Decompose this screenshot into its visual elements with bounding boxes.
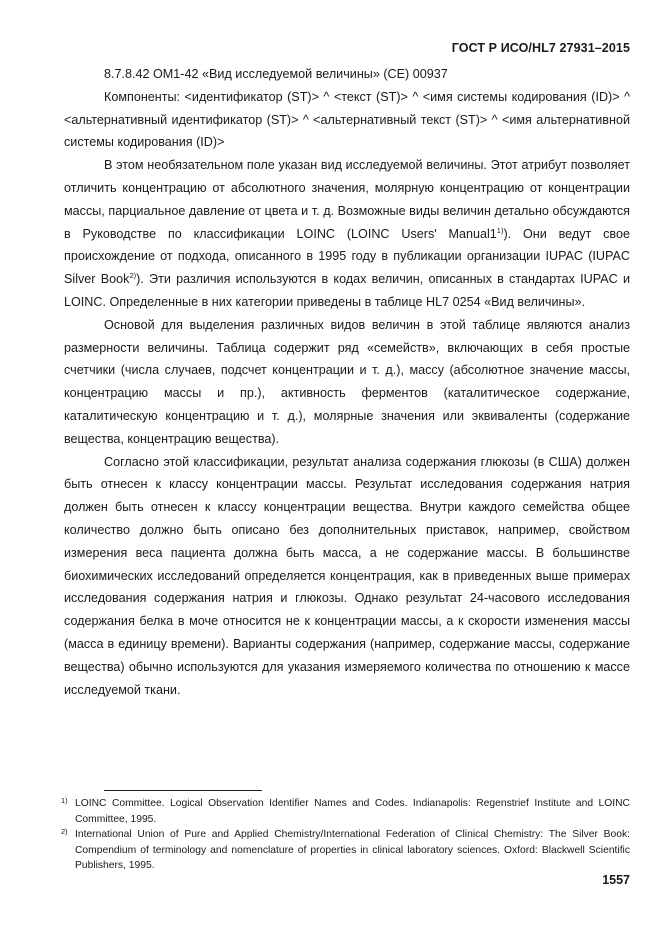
paragraph-2: Основой для выделения различных видов величин в этой таблице являются анализ размерности величины. Таблица содержит ряд «семейств», включающих в себя простые счетчики (числа случаев, подсчет концентрации и т. д.), массу (абсолютное значение массы, концентрацию массы и пр.), активность ферментов (каталитическое содержание, каталитическую концентрацию и т. д.), молярные значения или эквиваленты (содержание вещества, концентрацию вещества). [64,317,630,446]
footnote-2 [61,827,630,874]
main-text [64,63,630,701]
paragraph-1 [64,154,630,314]
footnote-ref-2: 2) [129,271,137,281]
section-title: 8.7.8.42 OM1-42 «Вид исследуемой величины» (CE) 00937 [104,67,448,81]
footnotes [61,796,630,874]
footnote-separator [104,790,262,791]
paragraph-1-text: В этом необязательном поле указан вид исследуемой величины. Этот атрибут позволяет отличить концентрацию от абсолютного значения, молярную концентрацию от концентрации массы, парциальное давление от цвета и т. д. Возможные виды величин детально обсуждаются в Руководстве по классификации LOINC (LOINC Users' Manual1 [64,158,630,241]
paragraph-1-middle: ). Они ведут свое происхождение от подхода, описанного в 1995 году в публикации организации IUPAC (IUPAC Silver Book [64,226,630,287]
footnote-marker: 2) [61,827,68,836]
footnote-text: International Union of Pure and Applied Chemistry/International Federation of Clinical Chemistry: The Silver Book: Compendium of terminology and nomenclature of properties in clinical laboratory sciences. Oxford: Blackwell Scientific Publishers, 1995. [75,829,630,871]
document-code-header: ГОСТ Р ИСО/HL7 27931–2015 [451,41,630,55]
footnote-text: LOINC Committee. Logical Observation Identifier Names and Codes. Indianapolis: Regenstrief Institute and LOINC Committee, 1995. [75,798,630,825]
footnote-ref-1: 1) [496,225,504,235]
footnote-1 [61,796,630,827]
components-paragraph: Компоненты: <идентификатор (ST)> ^ <текст (ST)> ^ <имя системы кодирования (ID)> ^ <альтернативный идентификатор (ST)> ^ <альтернативный текст (ST)> ^ <имя альтернативной системы кодирования (ID)> [64,89,630,150]
page-number: 1557 [602,873,630,887]
paragraph-1-end: ). Эти различия используются в кодах величин, описанных в стандартах IUPAC и LOINC. Определенные в них категории приведены в таблице HL7 0254 «Вид величины». [64,272,630,309]
footnote-marker: 1) [61,796,68,805]
paragraph-3: Согласно этой классификации, результат анализа содержания глюкозы (в США) должен быть отнесен к классу концентрации массы. Результат исследования содержания натрия должен быть отнесен к классу концентрации вещества. Внутри каждого семейства общее количество должно быть описано без дополнительных приставок, например, свойством измерения веса пациента должна быть масса, а не содержание массы. В большинстве биохимических исследований определяется концентрация, как в приведенных выше примерах исследования содержания натрия и глюкозы. Однако результат 24-часового исследования содержания белка в моче относится не к концентрации массы, а к скорости изменения массы (масса в единицу времени). Варианты содержания (например, содержание массы, содержание вещества) обычно используются для указания измеряемого количества по отношению к массе исследуемой ткани. [64,454,630,697]
